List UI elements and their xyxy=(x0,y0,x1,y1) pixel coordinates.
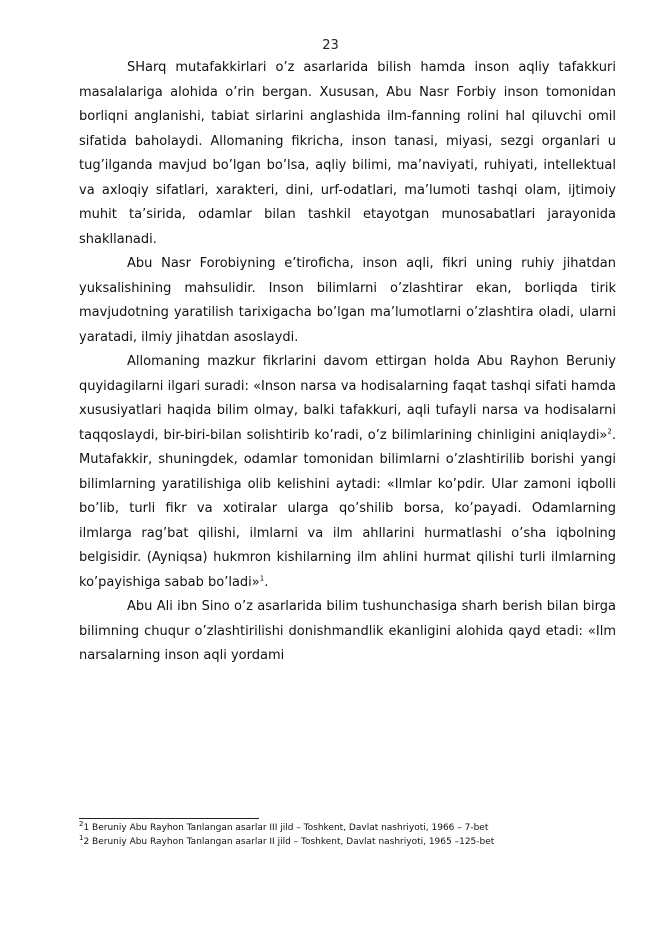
footnote-1 xyxy=(79,821,616,835)
footnote-ref-1: 1 xyxy=(259,574,265,583)
paragraph-3 xyxy=(79,350,616,595)
paragraph-3-text-a: Allomaning mazkur fikrlarini davom ettirgan holda Abu Rayhon Beruniy quyidagilarni ilgari suradi: «Inson narsa va hodisalarning faqat tashqi sifati hamda xususiyatlari haqida bilim olmay, balki tafakkuri, aqli tufayli narsa va hodisalarni taqqoslaydi, bir-biri-bilan solishtirib ko’radi, o’z bilimlarining chinligini aniqlaydi» xyxy=(79,354,616,443)
footnote-mark: 2 xyxy=(79,821,84,828)
footnotes xyxy=(79,821,616,849)
footnote-2 xyxy=(79,835,616,849)
paragraph-3-text-c: . xyxy=(264,574,269,590)
paragraph-2: Abu Nasr Forobiyning e’tiroficha, inson aqli, fikri uning ruhiy jihatdan yuksalishining mahsulidir. Inson bilimlarni o’zlashtirar ekan, borliqda tirik mavjudotning yaratilish tarixigacha bo’lgan ma’lumotlarni o’zlashtira oladi, ularni yaratadi, ilmiy jihatdan asoslaydi. xyxy=(79,256,616,345)
footnote-mark: 1 xyxy=(79,835,84,842)
footnote-text: 2 Beruniy Abu Rayhon Tanlangan asarlar II jild – Toshkent, Davlat nashriyoti, 1965 –125-bet xyxy=(83,837,495,847)
paragraph-4: Abu Ali ibn Sino o’z asarlarida bilim tushunchasiga sharh berish bilan birga bilimning chuqur o’zlashtirilishi donishmandlik ekanligini alohida qayd etadi: «Ilm narsalarning inson aqli yordami xyxy=(79,599,616,663)
paragraph-1: SHarq mutafakkirlari o’z asarlarida bilish hamda inson aqliy tafakkuri masalalariga alohida o’rin bergan. Xususan, Abu Nasr Forbiy inson tomonidan borliqni anglanishi, tabiat sirlarini anglashida ilm-fanning rolini hal qiluvchi omil sifatida baholaydi. Allomaning fikricha, inson tanasi, miyasi, sezgi organlari u tug’ilganda mavjud bo’lgan bo’lsa, aqliy bilimi, ma’naviyati, ruhiyati, intellektual va axloqiy sifatlari, xarakteri, dini, urf-odatlari, ma’lumoti tashqi olam, ijtimoiy muhit ta’sirida, odamlar bilan tashkil etayotgan munosabatlari jarayonida shakllanadi. xyxy=(79,60,616,247)
page-number: 23 xyxy=(322,38,339,53)
footnote-text: 1 Beruniy Abu Rayhon Tanlangan asarlar III jild – Toshkent, Davlat nashriyoti, 1966 – 7-bet xyxy=(83,823,489,833)
body-text xyxy=(79,56,616,669)
paragraph-3-text-b: . Mutafakkir, shuningdek, odamlar tomonidan bilimlarni o’zlashtirilib borishi yangi bilimlarning yaratilishiga olib kelishini aytadi: «Ilmlar ko’pdir. Ular zamoni iqbolli bo’lib, turli fikr va xotiralar ularga qo’shilib borsa, ko’payadi. Odamlarning ilmlarga rag’bat qilishi, ilmlarni va ilm ahllarini hurmatlashi o’sha iqbolning belgisidir. (Ayniqsa) hukmron kishilarning ilm ahlini hurmat qilishi turli ilmlarning ko’payishiga sabab bo’ladi» xyxy=(79,427,616,590)
footnote-ref-2: 2 xyxy=(607,427,612,436)
footnote-divider xyxy=(79,818,259,819)
